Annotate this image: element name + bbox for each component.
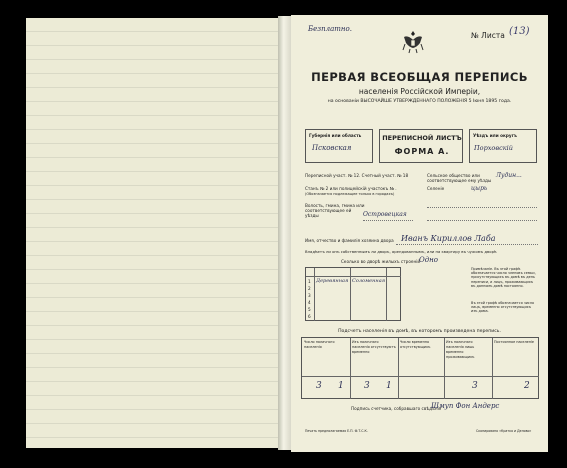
selenie-value: цырь: [471, 185, 488, 192]
population-table: [301, 337, 539, 399]
imperial-eagle-emblem: [399, 29, 427, 55]
guberniya-label: Губернія или область: [309, 133, 362, 138]
selenie-label: Селеніе: [427, 186, 445, 191]
obshchestvo-value: Лудин...: [496, 172, 522, 179]
perepisnoy-uchastok-field: Переписной участ. № 12. Счетный участ. № 18: [305, 173, 409, 178]
census-form-page: [291, 15, 548, 452]
pop-value: 3: [364, 381, 370, 391]
population-caption: Подсчетъ населенія въ домѣ, въ которомъ произведена перепись.: [338, 329, 501, 334]
pop-col-2: Изъ наличнаго населенія отсутствуютъ временно: [352, 340, 396, 354]
pop-value: 3: [316, 381, 322, 391]
uezd-label: Уѣздъ или округъ: [473, 133, 517, 138]
householder-value: Иванъ Кириллов Лаба: [401, 234, 496, 243]
sheet-number-value: (13): [509, 26, 530, 37]
buildings-table: [305, 267, 401, 321]
volost-value: Островецкая: [363, 211, 407, 218]
form-type-box: [379, 129, 463, 163]
pop-value: 1: [386, 381, 392, 391]
free-stamp: Безплатно.: [308, 25, 352, 33]
pop-value: 2: [524, 381, 530, 391]
buildings-count-value: Одно: [419, 256, 439, 264]
volost-label: Волость, гмина, гмина или соответствующее ей уѣзды: [305, 203, 365, 218]
uezd-value: Порховскій: [474, 144, 513, 152]
volost-line: [363, 220, 413, 221]
sheet-number-label: № Листа: [471, 31, 505, 40]
print-note-right: Скопировано «Кратко и Делово»: [476, 429, 532, 433]
pop-col-1: Число наличного населенія: [304, 340, 335, 349]
building-num: 4: [308, 300, 311, 305]
pop-col-4: Изъ наличнаго населенія лишь временно проживающихъ: [446, 340, 475, 359]
building-num: 3: [308, 293, 311, 298]
guberniya-box: [305, 129, 373, 163]
counter-signature-label: Подпись счетчика, собравшаго свѣдѣнія: [351, 406, 442, 411]
building-num: 1: [308, 279, 311, 284]
counter-signature-value: Шмуп Фон Андерс: [431, 402, 500, 410]
census-title: ПЕРВАЯ ВСЕОБЩАЯ ПЕРЕПИСЬ: [311, 70, 528, 84]
pop-col-5: Постоянное населеніе: [494, 340, 534, 344]
pop-value: 3: [472, 381, 478, 391]
pop-value: 1: [338, 381, 344, 391]
stan-note: (Обозначается подлежащее только в городахъ): [305, 192, 395, 196]
ownership-label: Владѣетъ ли онъ собственнымъ ли дворъ, арендованнымъ, или на квартиру въ чужомъ дворѣ: [305, 249, 497, 254]
census-legal-basis: на основаніи ВЫСОЧАЙШЕ УТВЕРЖДЕННАГО ПОЛОЖЕНІЯ 5 Іюня 1895 года.: [327, 99, 512, 104]
selenie-line-2: [427, 220, 537, 221]
left-page: [26, 18, 281, 448]
building-roof: Соломенная: [352, 278, 386, 284]
side-note-1: Примѣчаніе. Въ этой графѣ обозначается число членовъ семьи, присутствующихъ въ домѣ въ день переписи, и лицъ, проживающихъ въ данномъ домѣ постоянно.: [471, 267, 536, 288]
side-note-2: Въ этой графѣ обозначается число лицъ, временно отсутствующихъ изъ дома.: [471, 301, 535, 314]
building-material: Деревянная: [316, 278, 349, 284]
pop-col-3: Число временно отсутствующихъ: [400, 340, 431, 349]
stan-field: Станъ № 2 или полицейскій участокъ № .: [305, 186, 397, 191]
building-num: 6: [308, 314, 311, 319]
list-label: ПЕРЕПИСНОЙ ЛИСТЪ: [382, 134, 462, 142]
householder-label: Имя, отчество и фамилія хозяина двора: [305, 238, 394, 243]
census-subtitle: населенія Россійской Имперіи,: [358, 87, 481, 96]
householder-line: [396, 244, 538, 245]
building-num: 5: [308, 307, 311, 312]
building-num: 2: [308, 286, 311, 291]
buildings-count-label: Сколько во дворѣ жилыхъ строеній: [341, 259, 421, 264]
guberniya-value: Псковская: [312, 144, 352, 152]
book-spine: [278, 16, 292, 450]
form-label: ФОРМА А.: [394, 147, 450, 156]
obshchestvo-label: Сельское общество или соответствующее ему уѣзды: [427, 173, 492, 183]
selenie-line: [427, 207, 537, 208]
print-note-left: Печать предполагаемая Е.П. Ф.Т.С.К.: [305, 429, 368, 433]
uezd-box: [469, 129, 537, 163]
